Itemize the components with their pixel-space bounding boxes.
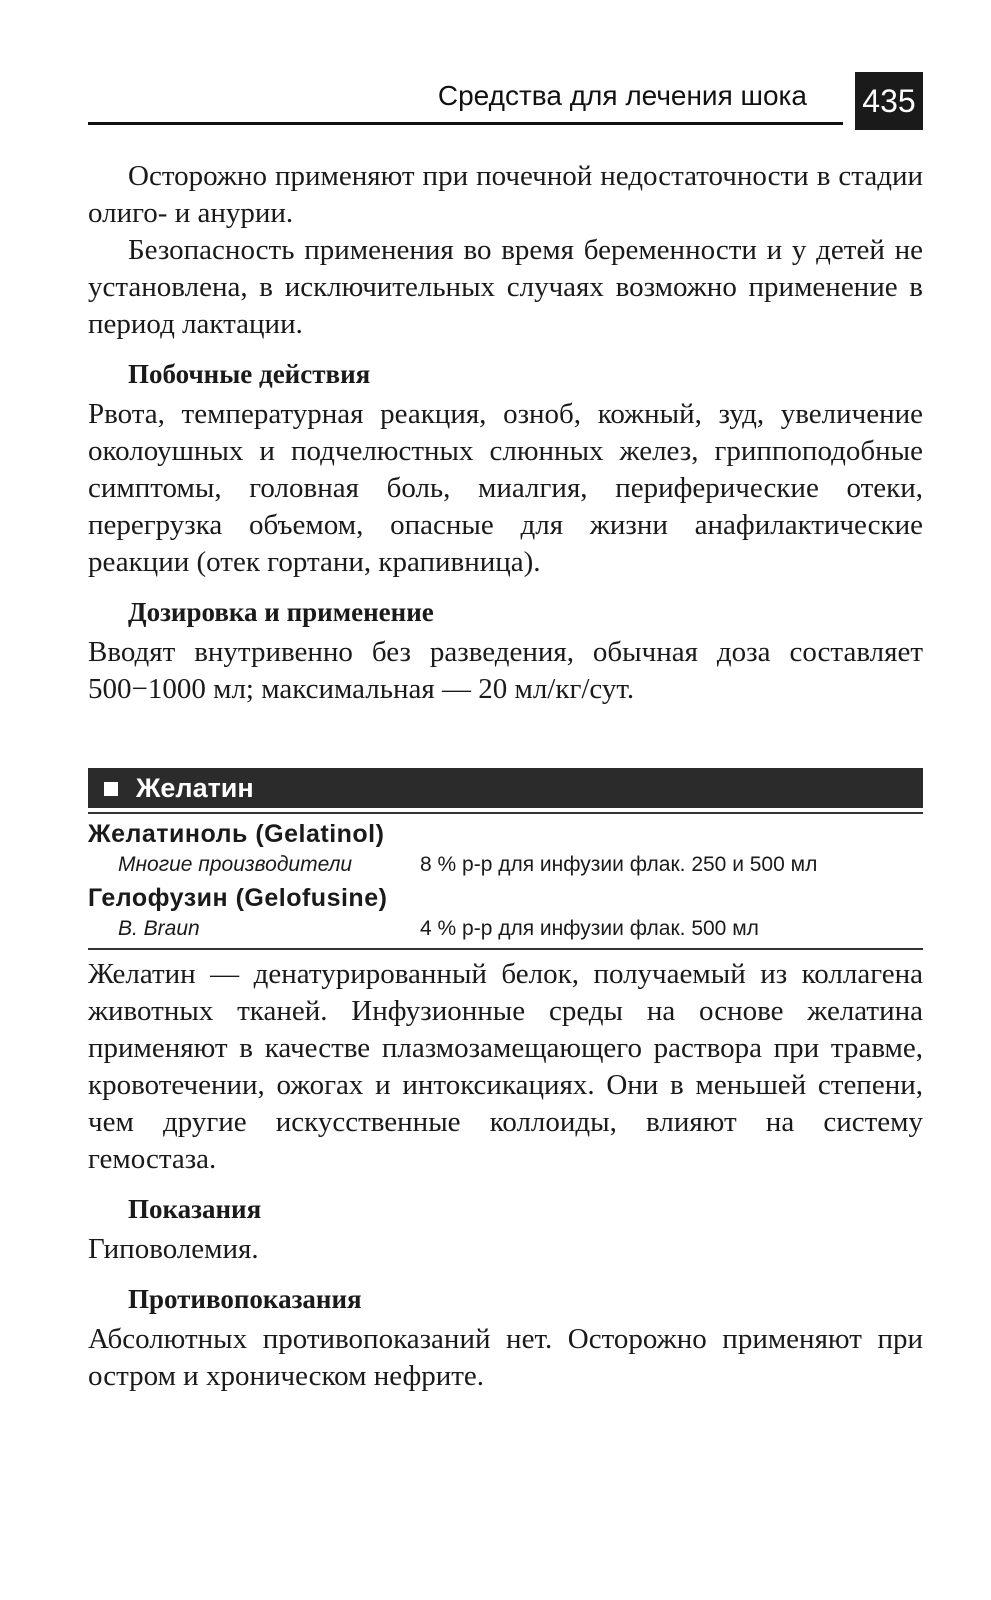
paragraph-renal: Осторожно применяют при почечной недостаточности в стадии олиго- и анурии. [88,160,923,229]
drug-details [88,914,923,946]
drug-form: 8 % р-р для инфузии флак. 250 и 500 мл [420,853,818,876]
heading-contraindications: Противопоказания [128,1284,362,1314]
top-content [88,158,923,708]
drug-form: 4 % р-р для инфузии флак. 500 мл [420,917,759,940]
drug-name: Желатиноль (Gelatinol) [88,820,385,848]
contraindications-text: Абсолютных противопоказаний нет. Осторожно применяют при остром и хроническом нефрите. [88,1323,923,1392]
gelatin-description: Желатин — денатурированный белок, получаемый из коллагена животных тканей. Инфузионные среды на основе желатина применяют в качестве плазмозамещающего раствора при травме, кровотечении, ожогах и интоксикациях. Они в меньшей степени, чем другие искусственные коллоиды, влияют на систему гемостаза. [88,958,923,1175]
running-header [88,72,923,130]
page-number: 435 [855,72,923,130]
section-title: Желатин [136,773,254,803]
heading-indications: Показания [128,1194,262,1224]
paragraph-pregnancy: Безопасность применения во время беременности и у детей не установлена, в исключительных случаях возможно применение в период лактации. [88,234,923,340]
heading-dosage: Дозировка и применение [128,597,434,627]
bottom-content [88,956,923,1395]
side-effects-text: Рвота, температурная реакция, озноб, кожный, зуд, увеличение околоушных и подчелюстных слюнных желез, гриппоподобные симптомы, головная боль, миалгия, периферические отеки, перегрузка объемом, опасные для жизни анафилактические реакции (отек гортани, крапивница). [88,398,923,578]
square-bullet-icon [104,782,118,796]
drug-maker: B. Braun [118,917,200,940]
drug-list [88,818,923,946]
indications-text: Гиповолемия. [88,1233,259,1265]
section-rule [88,812,923,814]
heading-side-effects: Побочные действия [128,359,371,389]
section-header-gelatin [88,768,923,808]
dosage-text: Вводят внутривенно без разведения, обычная доза составляет 500−1000 мл; максимальная — 20 мл/кг/сут. [88,636,923,705]
drug-list-rule [88,948,923,950]
drug-name: Гелофузин (Gelofusine) [88,884,388,912]
header-title: Средства для лечения шока [437,80,807,111]
drug-maker: Многие производители [118,853,353,876]
header-rule [88,122,843,125]
drug-details [88,850,923,882]
